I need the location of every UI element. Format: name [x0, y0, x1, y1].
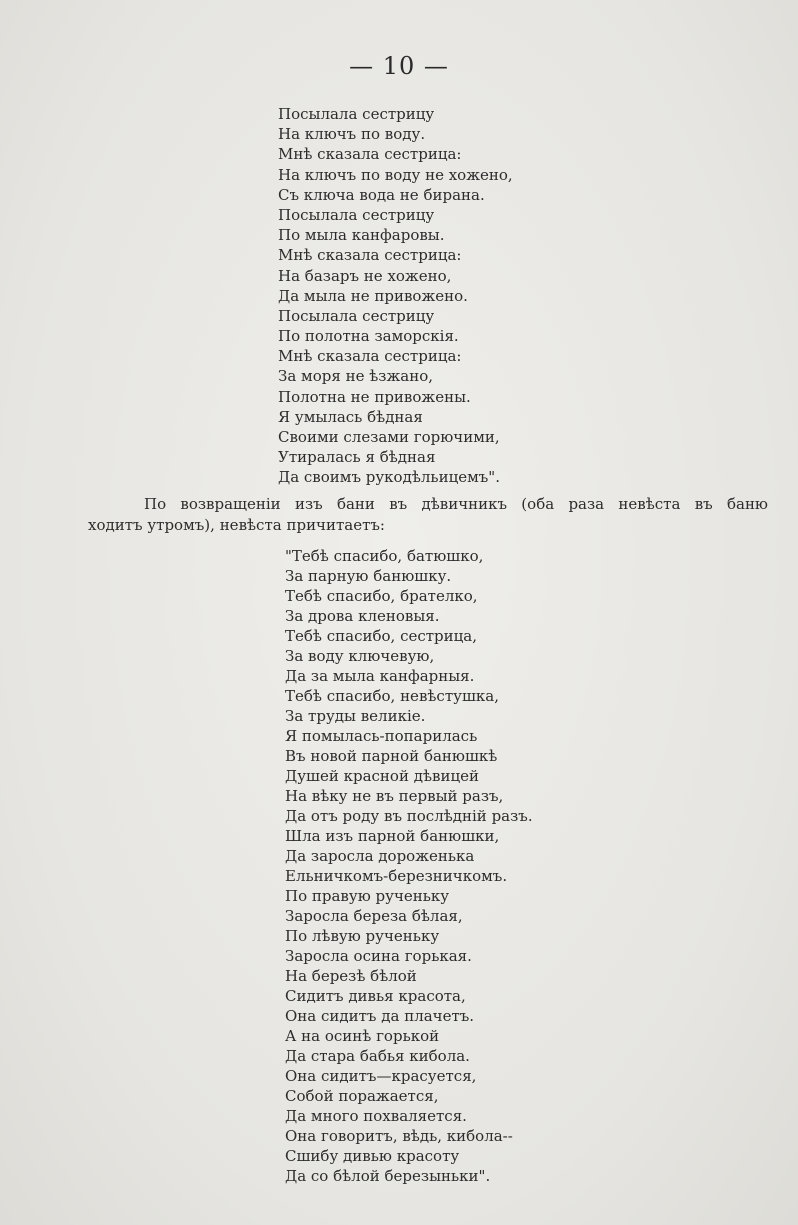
verse-line: На ключъ по воду не хожено, — [278, 165, 513, 184]
verse-line: Тебѣ спасибо, брателко, — [285, 587, 478, 605]
verse-line: Сшибу дивью красоту — [285, 1147, 460, 1165]
verse-line: Да за мыла канфарныя. — [285, 667, 475, 685]
verse-line: Мнѣ сказала сестрица: — [278, 246, 462, 265]
verse-line: По лѣвую рученьку — [285, 927, 440, 945]
verse-line: На вѣку не въ первый разъ, — [285, 787, 504, 805]
verse-line: Да мыла не привожено. — [278, 286, 468, 305]
verse-line: На березѣ бѣлой — [285, 967, 417, 985]
verse-line: За труды великіе. — [285, 707, 426, 725]
verse-line: Шла изъ парной банюшки, — [285, 827, 500, 845]
verse-line: На базаръ не хожено, — [278, 266, 452, 285]
verse-line: Заросла береза бѣлая, — [285, 907, 463, 925]
verse-line: За парную банюшку. — [285, 567, 452, 585]
verse-line: Да отъ роду въ послѣдній разъ. — [285, 807, 533, 825]
prose-paragraph — [88, 494, 768, 536]
verse-line: "Тебѣ спасибо, батюшко, — [285, 547, 484, 565]
verse-line: Собой поражается, — [285, 1087, 439, 1105]
verse-line: Я помылась-попарилась — [285, 727, 478, 745]
verse-line: Утиралась я бѣдная — [278, 448, 436, 467]
verse-line: Своими слезами горючими, — [278, 428, 500, 446]
prose-line: ходитъ утромъ), невѣста причитаетъ: — [88, 516, 385, 534]
verse-line: Да много похваляется. — [285, 1107, 467, 1125]
verse-line: А на осинѣ горькой — [285, 1027, 440, 1045]
verse-block-1 — [278, 104, 513, 488]
prose-line: По возвращеніи изъ бани въ дѣвичникъ (оба раза невѣста въ баню — [144, 495, 768, 513]
verse-line: Да заросла дороженька — [285, 847, 475, 865]
verse-line: Ельничкомъ-березничкомъ. — [285, 867, 508, 885]
verse-line: Тебѣ спасибо, невѣстушка, — [285, 687, 499, 705]
verse-line: Она сидитъ да плачетъ. — [285, 1007, 475, 1025]
verse-line: Заросла осина горькая. — [285, 947, 472, 965]
verse-line: Посылала сестрицу — [278, 205, 435, 224]
verse-line: По полотна заморскія. — [278, 327, 459, 346]
verse-line: Да со бѣлой березыньки". — [285, 1167, 491, 1185]
verse-line: Посылала сестрицу — [278, 306, 435, 325]
verse-line: По мыла канфаровы. — [278, 226, 445, 245]
verse-line: Мнѣ сказала сестрица: — [278, 347, 462, 366]
verse-line: Я умылась бѣдная — [278, 407, 423, 426]
page-number: — 10 — — [349, 52, 449, 80]
verse-line: Въ новой парной банюшкѣ — [285, 747, 498, 765]
verse-line: За дрова кленовыя. — [285, 607, 440, 625]
verse-line: За моря не ѣзжано, — [278, 367, 433, 386]
verse-line: Тебѣ спасибо, сестрица, — [285, 627, 477, 645]
verse-line: Она говоритъ, вѣдь, кибола-- — [285, 1127, 513, 1145]
verse-line: Полотна не привожены. — [278, 387, 471, 406]
verse-line: За воду ключевую, — [285, 647, 435, 665]
verse-line: Мнѣ сказала сестрица: — [278, 145, 462, 164]
verse-line: Посылала сестрицу — [278, 105, 435, 123]
verse-line: Она сидитъ—красуется, — [285, 1067, 477, 1085]
verse-line: На ключъ по воду. — [278, 125, 426, 144]
verse-line: По правую рученьку — [285, 887, 450, 905]
verse-line: Душей красной дѣвицей — [285, 767, 479, 785]
verse-line: Да стара бабья кибола. — [285, 1047, 470, 1065]
verse-line: Сидитъ дивья красота, — [285, 987, 466, 1005]
verse-line: Да своимъ рукодѣльицемъ". — [278, 468, 500, 487]
verse-line: Съ ключа вода не бирана. — [278, 185, 485, 204]
verse-block-2 — [285, 546, 533, 1186]
